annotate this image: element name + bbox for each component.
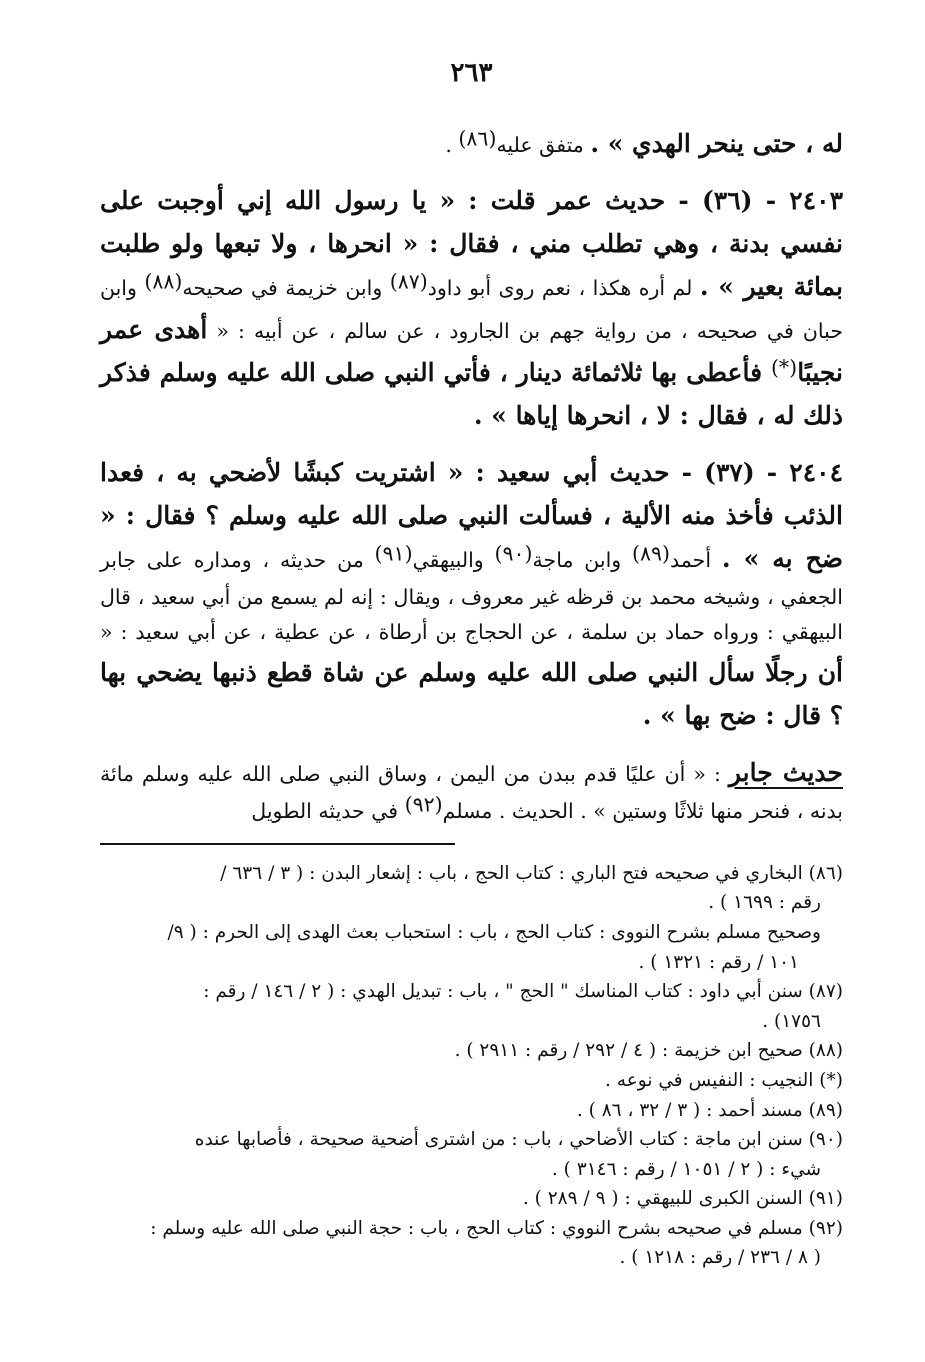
footnote [100,1184,843,1214]
footnote-ref: (٩٢) [404,792,443,817]
footnote-divider [100,843,455,845]
footnote-line: (٨٨) صحيح ابن خزيمة : ( ٤ / ٢٩٢ / رقم : ٢٩١١ ) . [454,1040,843,1062]
commentary-text: وابن خزيمة في صحيحه [182,276,390,300]
footnote-line: (٩٢) مسلم في صحيحه بشرح النووي : كتاب الحج ، باب : حجة النبي صلى الله عليه وسلم : [150,1217,843,1239]
footnote [100,1125,843,1184]
footnote-line: شيء : ( ٢ / ١٠٥١ / رقم : ٣١٤٦ ) . [551,1158,821,1180]
commentary-text: من حديثه ، ومداره على جابر الجعفي ، وشيخه محمد بن قرظه غير معروف ، ويقال : إنه لم يسمع من أبي سعيد ، قال البيهقي : ورواه حماد بن سلمة ، عن الحجاج بن أرطاة ، عن عطية ، عن أبي سعيد : « [100,548,843,645]
commentary-text: في حديثه الطويل [251,798,405,823]
hadith-heading: حديث جابر [728,757,843,787]
footnote [100,1036,843,1066]
hadith-2404 [100,451,843,737]
normal-text: . [445,133,459,157]
footnote-line: وصحيح مسلم بشرح النووى : كتاب الحج ، باب : استحباب بعث الهدى إلى الحرم : ( ٩/ [167,921,821,943]
footnote [100,977,843,1036]
footnote-line: (*) النجيب : النفيس في نوعه . [605,1069,843,1091]
footnotes [100,859,843,1273]
hadith-heading: ٢٤٠٣ - (٣٦) - حديث عمر قلت : « يا رسول الله إني أوجبت على نفسي بدنة ، وهي تطلب مني ، فقال : « انحرها ، ولا تبعها ولو طلبت بمائة بعير » . [100,186,843,301]
hadith-quote: أهدى عمر نجيبًا [100,315,843,387]
commentary-text: لم أره هكذا ، نعم روى أبو داود [427,276,700,300]
footnote-line: (٩٠) سنن ابن ماجة : كتاب الأضاحي ، باب : من اشترى أضحية صحيحة ، فأصابها عنده [194,1129,843,1151]
paragraph-continuation [100,122,843,165]
hadith-jabir [100,751,843,829]
footnote [100,1214,843,1273]
footnote-line: ( ٨ / ٢٣٦ / رقم : ١٢١٨ ) . [619,1247,821,1269]
footnote [100,859,843,918]
commentary-text: وابن ماجة [532,548,633,572]
footnote-line: رقم : ١٦٩٩ ) . [708,892,821,914]
hadith-heading: ٢٤٠٤ - (٣٧) - حديث أبي سعيد : « اشتريت كبشًا لأضحي به ، فعدا الذئب فأخذ منه الألية ، فسألت النبي صلى الله عليه وسلم ؟ فقال : « ضح به » . [100,458,844,573]
normal-text: متفق عليه [496,133,591,157]
commentary-text: وابن حبان في صحيحه ، من رواية جهم بن الجارود ، عن سالم ، عن أبيه : « [100,276,844,343]
page-number: ٢٦٣ [450,58,493,88]
footnote-line: ١٧٥٦) . [762,1010,821,1032]
footnote-ref: (*) [770,355,798,380]
footnote-line: (٨٦) البخاري في صحيحه فتح الباري : كتاب الحج ، باب : إشعار البدن : ( ٣ / ٦٣٦ / [220,862,843,884]
footnote-line: (٨٧) سنن أبي داود : كتاب المناسك " الحج " ، باب : تبديل الهدي : ( ٢ / ١٤٦ / رقم : [203,981,843,1003]
footnote-ref: (٩١) [374,541,413,566]
footnote-line: ١٠١ / رقم : ١٣٢١ ) . [638,951,799,973]
footnote-ref: (٨٦) [458,126,497,151]
hadith-2403 [100,179,843,437]
commentary-text: أحمد [670,548,722,572]
commentary-text: والبيهقي [412,548,495,572]
footnote-line: (٩١) السنن الكبرى للبيهقي : ( ٩ / ٢٨٩ ) . [522,1188,843,1210]
commentary-text: : « أن عليًا قدم ببدن من اليمن ، وساق النبي صلى الله عليه وسلم مائة بدنه ، فنحر منها ثلاثًا وستين » . الحديث . مسلم [100,761,843,823]
hadith-quote: فأعطى بها ثلاثمائة دينار ، فأتي النبي صلى الله عليه وسلم فذكر ذلك له ، فقال : لا ، انحرها إياها » . [100,358,843,430]
footnote [100,918,843,977]
bold-text: له ، حتى ينحر الهدي » . [590,129,843,158]
footnote [100,1096,843,1126]
hadith-quote: أن رجلًا سأل النبي صلى الله عليه وسلم عن شاة قطع ذنبها يضحي بها ؟ قال : ضح بها » . [100,657,843,730]
footnote [100,1066,843,1096]
footnote-line: (٨٩) مسند أحمد : ( ٣ / ٣٢ ، ٨٦ ) . [576,1099,843,1121]
footnote-ref: (٨٨) [144,269,183,294]
footnote-ref: (٩٠) [494,541,533,566]
footnote-ref: (٨٩) [632,541,671,566]
footnote-ref: (٨٧) [389,269,428,294]
